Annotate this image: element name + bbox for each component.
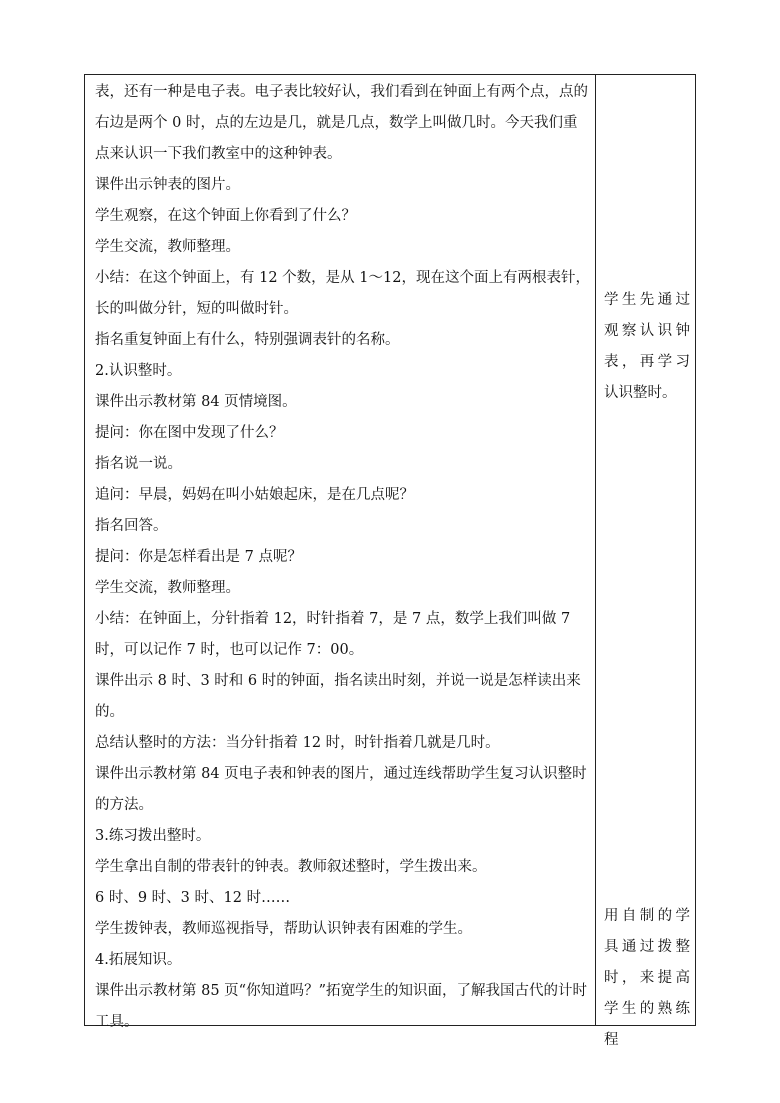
paragraph: 学生观察，在这个钟面上你看到了什么？: [95, 208, 356, 224]
design-intent-note-1: [604, 285, 690, 409]
paragraph: 学生拿出自制的带表针的钟表。教师叙述整时，学生拨出来。: [95, 859, 487, 875]
paragraph: 课件出示教材第 85 页“你知道吗？”拓宽学生的知识面，了解我国古代的计时工具。: [95, 983, 587, 1030]
paragraph: 课件出示钟表的图片。: [95, 177, 240, 193]
paragraph: 指名重复钟面上有什么，特别强调表针的名称。: [95, 332, 400, 348]
paragraph: 追问：早晨，妈妈在叫小姑娘起床，是在几点呢？: [95, 487, 414, 503]
paragraph: 课件出示教材第 84 页情境图。: [95, 394, 297, 410]
note-text: 用自制的学具通过拨整时，来提高学生的熟练程: [604, 908, 690, 1048]
section-heading: 4.拓展知识。: [95, 952, 182, 968]
paragraph: 学生交流，教师整理。: [95, 239, 240, 255]
section-heading: 2.认识整时。: [95, 363, 182, 379]
note-text: 学生先通过观察认识钟表，再学习认识整时。: [604, 292, 690, 401]
paragraph: 6 时、9 时、3 时、12 时……: [95, 890, 291, 906]
teaching-process-column: [95, 77, 591, 1038]
design-intent-note-2: [604, 901, 690, 1056]
paragraph-intro: 表，还有一种是电子表。电子表比较好认，我们看到在钟面上有两个点，点的右边是两个 0 时，点的左边是几，就是几点，数学上叫做几时。今天我们重点来认识一下我们教室中的这种钟表。: [95, 84, 588, 162]
paragraph: 提问：你在图中发现了什么？: [95, 425, 284, 441]
paragraph: 总结认整时的方法：当分针指着 12 时，时针指着几就是几时。: [95, 735, 500, 751]
paragraph: 提问：你是怎样看出是 7 点呢？: [95, 549, 302, 565]
paragraph: 学生交流，教师整理。: [95, 580, 240, 596]
paragraph: 课件出示 8 时、3 时和 6 时的钟面，指名读出时刻，并说一说是怎样读出来的。: [95, 673, 581, 720]
paragraph: 指名回答。: [95, 518, 168, 534]
paragraph-summary: 小结：在这个钟面上，有 12 个数，是从 1～12，现在这个面上有两根表针，长的叫做分针，短的叫做时针。: [95, 270, 590, 317]
lesson-table: [84, 74, 696, 1048]
paragraph: 学生拨钟表，教师巡视指导，帮助认识钟表有困难的学生。: [95, 921, 472, 937]
column-divider: [595, 75, 596, 1025]
section-heading: 3.练习拨出整时。: [95, 828, 211, 844]
paragraph: 指名说一说。: [95, 456, 182, 472]
paragraph: 课件出示教材第 84 页电子表和钟表的图片，通过连线帮助学生复习认识整时的方法。: [95, 766, 587, 813]
paragraph-summary: 小结：在钟面上，分针指着 12，时针指着 7，是 7 点，数学上我们叫做 7 时，可以记作 7 时，也可以记作 7：00。: [95, 611, 571, 658]
